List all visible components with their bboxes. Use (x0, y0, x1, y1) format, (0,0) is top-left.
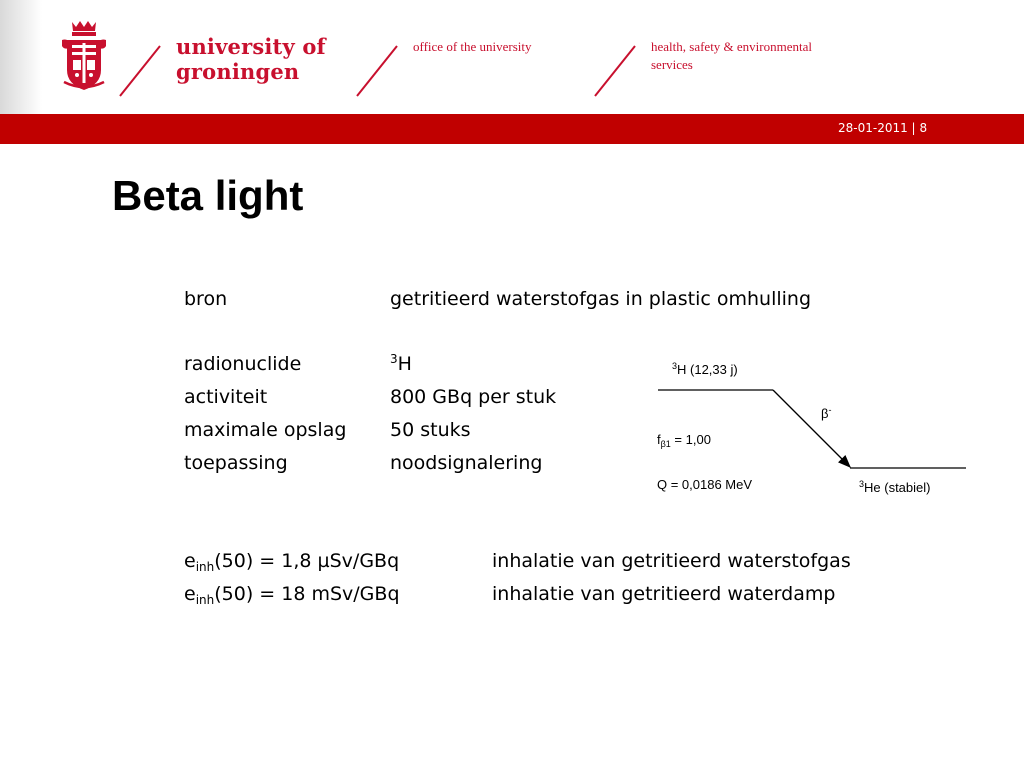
dose-subscript: inh (195, 593, 215, 607)
property-value: 50 stuks (390, 419, 471, 441)
slide-date: 28-01-2011 | (838, 121, 916, 135)
slide-title: Beta light (112, 172, 304, 219)
daughter-mass-number: 3 (859, 479, 865, 489)
property-value: getritieerd waterstofgas in plastic omhulling (390, 288, 812, 310)
beta-minus-label (821, 406, 831, 421)
university-wordmark-line1: university of (176, 34, 326, 59)
dose-value: (50) = 18 mSv/GBq (214, 583, 400, 605)
office-of-university-link[interactable]: office of the university (413, 39, 532, 54)
dose-symbol: e (184, 583, 196, 605)
dose-subscript: inh (195, 560, 215, 574)
dose-coefficient (184, 582, 400, 606)
daughter-nuclide-label (859, 480, 930, 495)
branching-fraction-label (657, 432, 711, 447)
dose-symbol: e (184, 550, 196, 572)
header-slash-divider (591, 44, 639, 98)
left-edge-shade (0, 0, 42, 114)
header-red-bar (0, 114, 1024, 144)
property-value: 800 GBq per stuk (390, 386, 557, 408)
hse-line1: health, safety & environmental (651, 39, 813, 54)
parent-mass-number: 3 (672, 361, 678, 371)
parent-nuclide: H (12,33 j) (677, 362, 738, 377)
header-slash-divider (116, 44, 164, 98)
university-crest-logo (58, 18, 110, 96)
dose-coefficient (184, 549, 399, 573)
q-value-label: Q = 0,0186 MeV (657, 477, 753, 492)
dose-description: inhalatie van getritieerd waterdamp (492, 583, 836, 605)
university-wordmark[interactable] (176, 34, 326, 84)
mass-number: 3 (390, 352, 398, 366)
property-label: activiteit (184, 386, 268, 408)
daughter-nuclide: He (stabiel) (864, 480, 931, 495)
dose-value-pre: (50) = 1,8 (214, 550, 318, 572)
header-slash-divider (353, 44, 401, 98)
property-value (390, 352, 412, 376)
property-label: maximale opslag (184, 419, 347, 441)
beta-symbol: β (821, 406, 829, 421)
decay-scheme-diagram (640, 355, 980, 505)
property-label: bron (184, 288, 228, 310)
beta-charge: - (828, 405, 832, 415)
hse-line2: services (651, 57, 693, 72)
property-value: noodsignalering (390, 452, 543, 474)
parent-nuclide-label (672, 362, 738, 377)
property-label: toepassing (184, 452, 288, 474)
element-symbol: H (397, 353, 412, 375)
beta-decay-arrow (773, 390, 850, 467)
dose-description: inhalatie van getritieerd waterstofgas (492, 550, 851, 572)
micro-symbol: µ (317, 550, 330, 572)
slide-page-number: 8 (919, 121, 928, 135)
property-label: radionuclide (184, 353, 302, 375)
branch-value: = 1,00 (670, 432, 711, 447)
slide-meta (838, 121, 927, 135)
dose-value-post: Sv/GBq (329, 550, 400, 572)
hse-services-link[interactable] (651, 38, 861, 74)
branch-f: f (657, 432, 661, 447)
university-wordmark-line2: groningen (176, 59, 300, 84)
branch-subscript: β1 (660, 439, 671, 449)
